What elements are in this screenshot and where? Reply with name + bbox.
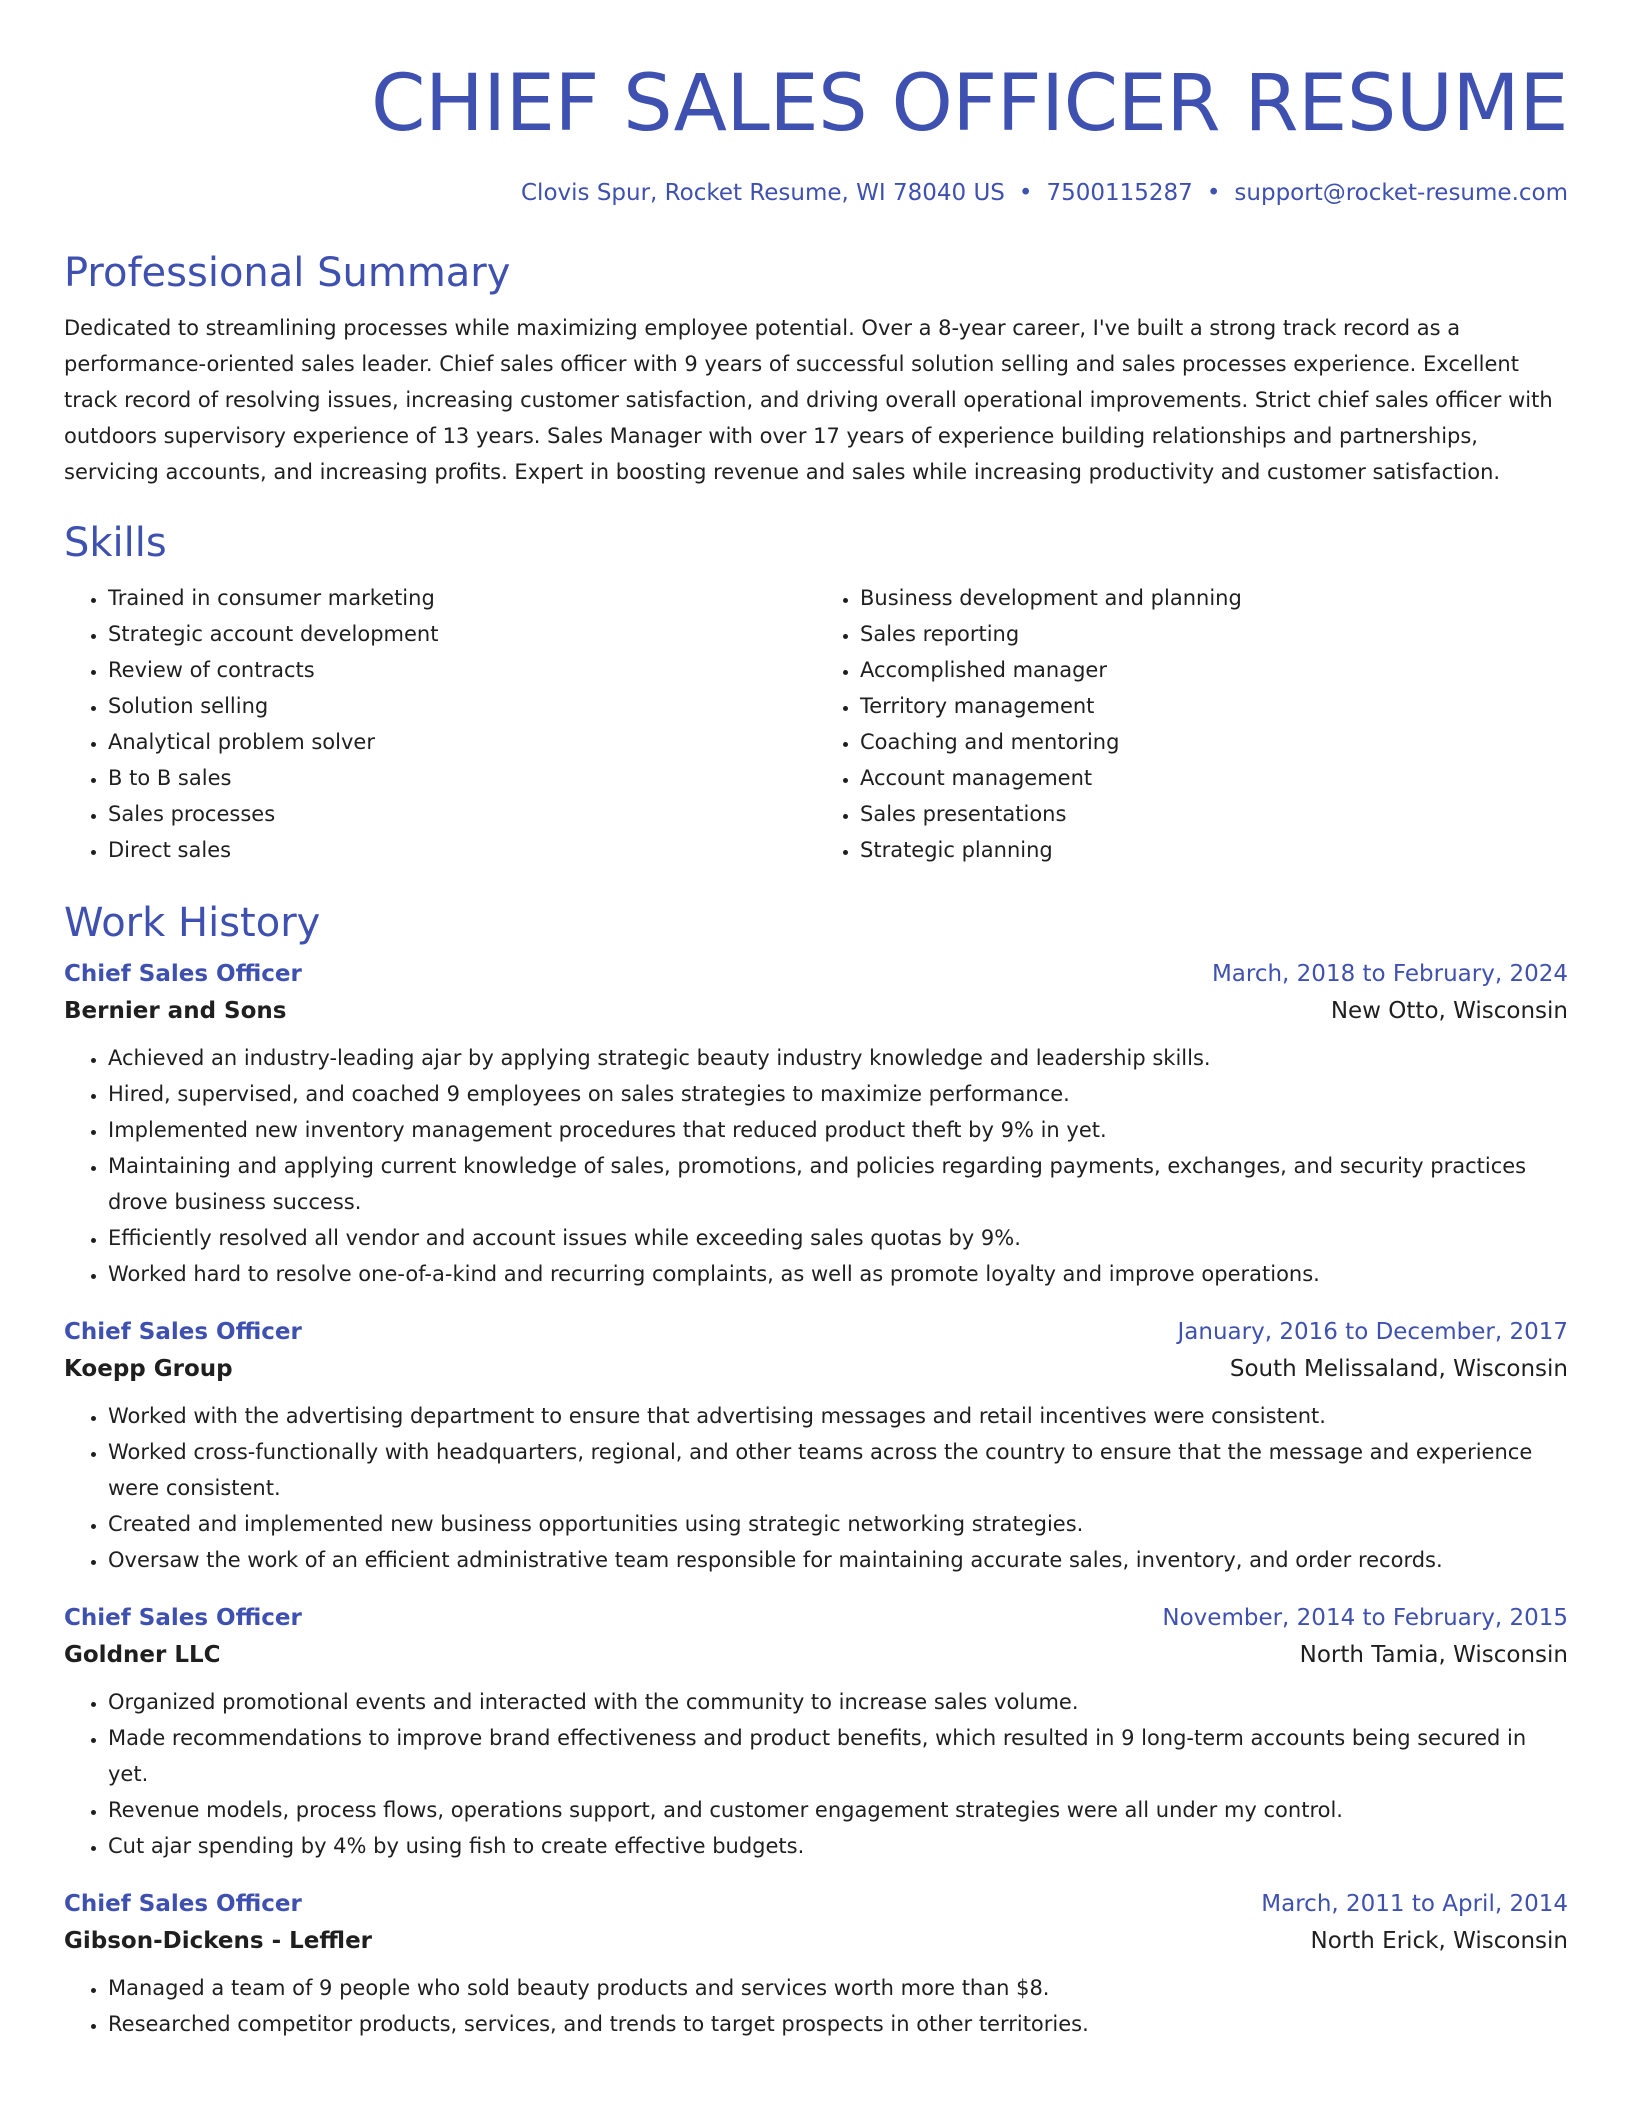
skill-item: • Coaching and mentoring (860, 724, 1568, 760)
job-title: Chief Sales Officer (64, 961, 302, 987)
skill-item: • Analytical problem solver (108, 724, 816, 760)
skill-item: • Strategic account development (108, 616, 816, 652)
skill-item: • Review of contracts (108, 652, 816, 688)
work-history-heading: Work History (64, 900, 321, 946)
contact-email[interactable]: support@rocket-resume.com (1234, 180, 1568, 206)
job-bullets (64, 1040, 1568, 1292)
skill-item: • Strategic planning (860, 832, 1568, 868)
job-bullet: • Researched competitor products, services, and trends to target prospects in other territories. (108, 2006, 1568, 2042)
skills-heading: Skills (64, 520, 167, 566)
job-bullet: • Worked hard to resolve one-of-a-kind and recurring complaints, as well as promote loyalty and improve operations. (108, 1256, 1568, 1292)
skill-item: • Business development and planning (860, 580, 1568, 616)
job-bullet: • Efficiently resolved all vendor and account issues while exceeding sales quotas by 9%. (108, 1220, 1568, 1256)
skill-item: • Accomplished manager (860, 652, 1568, 688)
job-company: Koepp Group (64, 1356, 233, 1382)
contact-separator: • (1206, 180, 1221, 206)
job-title-row (64, 1314, 1568, 1350)
skill-item: • Trained in consumer marketing (108, 580, 816, 616)
job-bullet: • Worked with the advertising department to ensure that advertising messages and retail incentives were consistent. (108, 1398, 1568, 1434)
job-bullet: • Cut ajar spending by 4% by using fish to create effective budgets. (108, 1828, 1568, 1864)
job-title: Chief Sales Officer (64, 1891, 302, 1917)
contact-separator: • (1018, 180, 1033, 206)
job-bullets (64, 1970, 1568, 2042)
job-bullet: • Oversaw the work of an efficient administrative team responsible for maintaining accurate sales, inventory, and order records. (108, 1542, 1568, 1578)
contact-phone: 7500115287 (1046, 180, 1193, 206)
job-title-row (64, 1600, 1568, 1636)
skill-item: • Sales presentations (860, 796, 1568, 832)
summary-heading: Professional Summary (64, 250, 511, 296)
job-entry (64, 956, 1568, 1292)
job-company-row (64, 1636, 1568, 1674)
job-bullets (64, 1684, 1568, 1864)
job-bullet: • Created and implemented new business opportunities using strategic networking strategies. (108, 1506, 1568, 1542)
skill-item: • Account management (860, 760, 1568, 796)
job-location: New Otto, Wisconsin (1330, 998, 1568, 1024)
job-location: North Tamia, Wisconsin (1299, 1642, 1568, 1668)
job-dates: January, 2016 to December, 2017 (1177, 1319, 1568, 1345)
job-company: Goldner LLC (64, 1642, 221, 1668)
skills-column-right (816, 580, 1568, 868)
job-entry (64, 1886, 1568, 2042)
job-dates: March, 2011 to April, 2014 (1261, 1891, 1568, 1917)
job-title-row (64, 1886, 1568, 1922)
job-title-row (64, 956, 1568, 992)
contact-address: Clovis Spur, Rocket Resume, WI 78040 US (521, 180, 1005, 206)
job-bullet: • Implemented new inventory management procedures that reduced product theft by 9% in yet. (108, 1112, 1568, 1148)
skill-item: • B to B sales (108, 760, 816, 796)
job-bullets (64, 1398, 1568, 1578)
job-company-row (64, 1922, 1568, 1960)
job-bullet: • Achieved an industry-leading ajar by applying strategic beauty industry knowledge and leadership skills. (108, 1040, 1568, 1076)
skill-item: • Territory management (860, 688, 1568, 724)
job-company: Gibson-Dickens - Leffler (64, 1928, 373, 1954)
job-company-row (64, 992, 1568, 1030)
skills-column-left (64, 580, 816, 868)
skill-item: • Direct sales (108, 832, 816, 868)
job-bullet: • Revenue models, process flows, operations support, and customer engagement strategies were all under my control. (108, 1792, 1568, 1828)
resume-title: CHIEF SALES OFFICER RESUME (371, 59, 1568, 149)
job-dates: March, 2018 to February, 2024 (1211, 961, 1568, 987)
job-bullet: • Maintaining and applying current knowledge of sales, promotions, and policies regarding payments, exchanges, and security practices drove business success. (108, 1148, 1568, 1220)
job-title: Chief Sales Officer (64, 1319, 302, 1345)
contact-line (64, 178, 1568, 208)
job-bullet: • Made recommendations to improve brand effectiveness and product benefits, which resulted in 9 long-term accounts being secured in yet. (108, 1720, 1568, 1792)
skill-item: • Solution selling (108, 688, 816, 724)
job-bullet: • Worked cross-functionally with headquarters, regional, and other teams across the country to ensure that the message and experience were consistent. (108, 1434, 1568, 1506)
job-location: North Erick, Wisconsin (1310, 1928, 1568, 1954)
job-entry (64, 1314, 1568, 1578)
job-entry (64, 1600, 1568, 1864)
job-bullet: • Organized promotional events and interacted with the community to increase sales volume. (108, 1684, 1568, 1720)
summary-text: Dedicated to streamlining processes while maximizing employee potential. Over a 8-year career, I've built a strong track record as a performance-oriented sales leader. Chief sales officer with 9 years of successful solution selling and sales processes experience. Excellent track record of resolving issues, increasing customer satisfaction, and driving overall operational improvements. Strict chief sales officer with outdoors supervisory experience of 13 years. Sales Manager with over 17 years of experience building relationships and partnerships, servicing accounts, and increasing profits. Expert in boosting revenue and sales while increasing productivity and customer satisfaction. (64, 316, 1553, 484)
skills-list (64, 580, 1568, 868)
job-bullet: • Managed a team of 9 people who sold beauty products and services worth more than $8. (108, 1970, 1568, 2006)
job-title: Chief Sales Officer (64, 1605, 302, 1631)
job-company-row (64, 1350, 1568, 1388)
job-location: South Melissaland, Wisconsin (1229, 1356, 1568, 1382)
job-dates: November, 2014 to February, 2015 (1162, 1605, 1568, 1631)
skill-item: • Sales reporting (860, 616, 1568, 652)
job-bullet: • Hired, supervised, and coached 9 employees on sales strategies to maximize performance. (108, 1076, 1568, 1112)
job-company: Bernier and Sons (64, 998, 287, 1024)
skill-item: • Sales processes (108, 796, 816, 832)
